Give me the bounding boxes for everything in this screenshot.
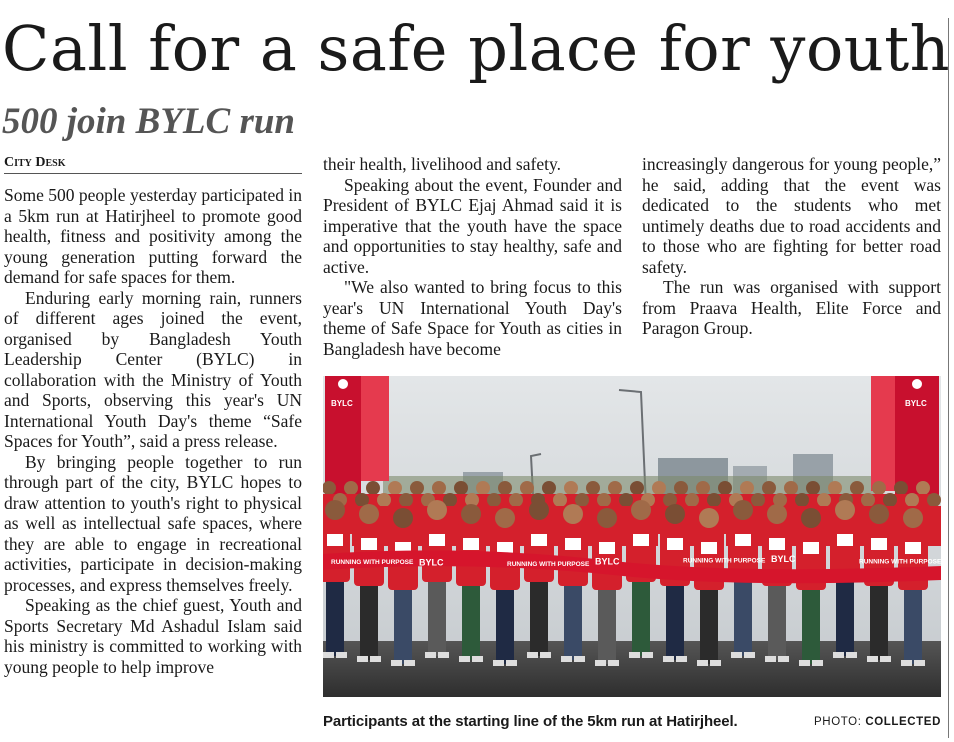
- person-head: [795, 493, 809, 507]
- article-column-1: [4, 185, 302, 677]
- person-head: [674, 481, 688, 495]
- person-head: [801, 508, 821, 528]
- svg-text:BYLC: BYLC: [905, 399, 927, 408]
- person-head: [495, 508, 515, 528]
- headline: Call for a safe place for youth: [2, 12, 951, 85]
- person-head: [685, 493, 699, 507]
- person-head: [872, 481, 886, 495]
- shoe: [765, 656, 776, 662]
- person-head: [619, 493, 633, 507]
- shoe: [493, 660, 504, 666]
- race-bib: [667, 538, 683, 550]
- ribbon-label: RUNNING WITH PURPOSE: [507, 560, 590, 568]
- shoe: [540, 652, 551, 658]
- race-bib: [531, 534, 547, 546]
- person-legs: [496, 584, 514, 664]
- shoe: [438, 652, 449, 658]
- person-head: [835, 500, 855, 520]
- paragraph: Speaking about the event, Founder and President of BYLC Ejaj Ahmad said it is imperative that the youth have the space and opportunities to stay healthy, safe and active.: [323, 174, 622, 277]
- person-head: [652, 481, 666, 495]
- shoe: [357, 656, 368, 662]
- person-legs: [666, 580, 684, 660]
- person-head: [905, 493, 919, 507]
- race-bib: [837, 534, 853, 546]
- person-shirt: [323, 520, 350, 582]
- shoe: [506, 660, 517, 666]
- person-legs: [530, 576, 548, 656]
- shoe: [744, 652, 755, 658]
- person-head: [806, 481, 820, 495]
- person-head: [718, 481, 732, 495]
- shoe: [425, 652, 436, 658]
- person-head: [762, 481, 776, 495]
- shoe: [608, 660, 619, 666]
- person-head: [597, 508, 617, 528]
- person-head: [767, 504, 787, 524]
- shoe: [799, 660, 810, 666]
- ribbon-label: BYLC: [419, 557, 444, 568]
- runners-at-start-line-photo: [323, 376, 941, 697]
- shoe: [812, 660, 823, 666]
- person-head: [597, 493, 611, 507]
- race-bib: [735, 534, 751, 546]
- person-legs: [870, 580, 888, 660]
- person-head: [883, 493, 897, 507]
- shoe: [574, 656, 585, 662]
- race-bib: [871, 538, 887, 550]
- person-head: [487, 493, 501, 507]
- person-head: [520, 481, 534, 495]
- race-bib: [701, 542, 717, 554]
- person-head: [366, 481, 380, 495]
- person-head: [586, 481, 600, 495]
- person-head: [359, 504, 379, 524]
- paragraph: their health, livelihood and safety.: [323, 154, 561, 174]
- person-head: [733, 500, 753, 520]
- paragraph: Some 500 people yesterday participated in a 5km run at Hatirjheel to promote good health, fitness and positivity among the young generation putting forward the demand for safe spaces for them.: [4, 185, 302, 287]
- shoe: [697, 660, 708, 666]
- paragraph: "We also wanted to bring focus to this year's UN International Youth Day's theme of Safe Space for Youth as cities in Bangladesh have become: [323, 277, 622, 359]
- person-head: [861, 493, 875, 507]
- column-rule: [948, 18, 949, 738]
- left-banner: [325, 376, 389, 496]
- person-head: [927, 493, 941, 507]
- person-head: [751, 493, 765, 507]
- person-head: [529, 500, 549, 520]
- article-column-2: [323, 154, 622, 359]
- person-shirt: [558, 524, 588, 586]
- news-photo: [323, 376, 941, 697]
- ribbon-label: RUNNING WITH PURPOSE: [859, 558, 941, 566]
- person-legs: [700, 584, 718, 664]
- person-head: [542, 481, 556, 495]
- ribbon-label: RUNNING WITH PURPOSE: [683, 557, 766, 565]
- shoe: [595, 660, 606, 666]
- person-legs: [326, 576, 344, 656]
- race-bib: [361, 538, 377, 550]
- person-head: [828, 481, 842, 495]
- subheadline: 500 join BYLC run: [2, 101, 296, 142]
- person-head: [377, 493, 391, 507]
- person-legs: [768, 580, 786, 660]
- person-head: [410, 481, 424, 495]
- shoe: [731, 652, 742, 658]
- person-head: [696, 481, 710, 495]
- shoe: [391, 660, 402, 666]
- person-legs: [904, 584, 922, 664]
- person-head: [344, 481, 358, 495]
- person-head: [699, 508, 719, 528]
- ribbon-label: BYLC: [771, 554, 796, 565]
- person-legs: [462, 580, 480, 660]
- person-head: [393, 508, 413, 528]
- shoe: [778, 656, 789, 662]
- shoe: [914, 660, 925, 666]
- person-head: [553, 493, 567, 507]
- shoe: [901, 660, 912, 666]
- person-head: [399, 493, 413, 507]
- paragraph: By bringing people together to run through part of the city, BYLC hopes to draw attention to youth's right to physical as well as intellectual safe spaces, where they are able to engage in recreational activities, participate in decision-making processes, and express themselves freely.: [4, 451, 302, 595]
- person-legs: [734, 576, 752, 656]
- race-bib: [463, 538, 479, 550]
- person-head: [498, 481, 512, 495]
- person-head: [894, 481, 908, 495]
- person-head: [916, 481, 930, 495]
- person-legs: [360, 580, 378, 660]
- person-head: [631, 500, 651, 520]
- shoe: [629, 652, 640, 658]
- person-head: [784, 481, 798, 495]
- person-legs: [394, 584, 412, 664]
- person-legs: [836, 576, 854, 656]
- person-head: [509, 493, 523, 507]
- person-head: [461, 504, 481, 524]
- shoe: [710, 660, 721, 666]
- person-head: [427, 500, 447, 520]
- caption-text: Participants at the starting line of the 5km run at Hatirjheel.: [323, 713, 738, 730]
- shoe: [561, 656, 572, 662]
- race-bib: [803, 542, 819, 554]
- person-legs: [632, 576, 650, 656]
- person-legs: [598, 584, 616, 664]
- person-head: [903, 508, 923, 528]
- shoe: [336, 652, 347, 658]
- shoe: [404, 660, 415, 666]
- shoe: [472, 656, 483, 662]
- shoe: [459, 656, 470, 662]
- paragraph: Speaking as the chief guest, Youth and Sports Secretary Md Ashadul Islam said his ministry is committed to working with young people to help improve: [4, 595, 302, 677]
- shoe: [642, 652, 653, 658]
- race-bib: [327, 534, 343, 546]
- shoe: [867, 656, 878, 662]
- race-bib: [769, 538, 785, 550]
- shoe: [323, 652, 334, 658]
- person-head: [388, 481, 402, 495]
- race-bib: [429, 534, 445, 546]
- shoe: [370, 656, 381, 662]
- svg-text:BYLC: BYLC: [331, 399, 353, 408]
- photo-caption: [323, 711, 941, 733]
- shoe: [663, 656, 674, 662]
- person-shirt: [524, 520, 554, 582]
- person-head: [665, 504, 685, 524]
- race-bib: [633, 534, 649, 546]
- person-head: [564, 481, 578, 495]
- person-head: [850, 481, 864, 495]
- person-legs: [428, 576, 446, 656]
- race-bib: [599, 542, 615, 554]
- paragraph: increasingly dangerous for young people,” he said, adding that the event was dedicated to the students who met untimely deaths due to road accidents and to those who are fighting for better road safety.: [642, 154, 941, 277]
- person-head: [869, 504, 889, 524]
- article-column-3: [642, 154, 941, 339]
- person-head: [325, 500, 345, 520]
- shoe: [833, 652, 844, 658]
- race-bib: [565, 538, 581, 550]
- paragraph: The run was organised with support from Praava Health, Elite Force and Paragon Group.: [642, 277, 941, 338]
- photo-credit: [814, 711, 941, 733]
- credit-value: COLLECTED: [865, 716, 941, 728]
- shoe: [676, 656, 687, 662]
- person-head: [454, 481, 468, 495]
- shoe: [880, 656, 891, 662]
- person-head: [432, 481, 446, 495]
- person-legs: [564, 580, 582, 660]
- shoe: [846, 652, 857, 658]
- ribbon-label: BYLC: [595, 556, 620, 567]
- person-head: [476, 481, 490, 495]
- person-head: [608, 481, 622, 495]
- shoe: [527, 652, 538, 658]
- person-head: [563, 504, 583, 524]
- person-legs: [802, 584, 820, 664]
- credit-label: PHOTO:: [814, 716, 862, 728]
- byline: City Desk: [4, 153, 302, 174]
- person-head: [630, 481, 644, 495]
- person-head: [740, 481, 754, 495]
- paragraph: Enduring early morning rain, runners of different ages joined the event, organised by Bangladesh Youth Leadership Center (BYLC) in collaboration with the Ministry of Youth and Sports, observing this year's UN International Youth Day's theme “Safe Spaces for Youth”, said a press release.: [4, 287, 302, 451]
- ribbon-label: RUNNING WITH PURPOSE: [331, 559, 414, 566]
- race-bib: [905, 542, 921, 554]
- person-head: [707, 493, 721, 507]
- person-head: [817, 493, 831, 507]
